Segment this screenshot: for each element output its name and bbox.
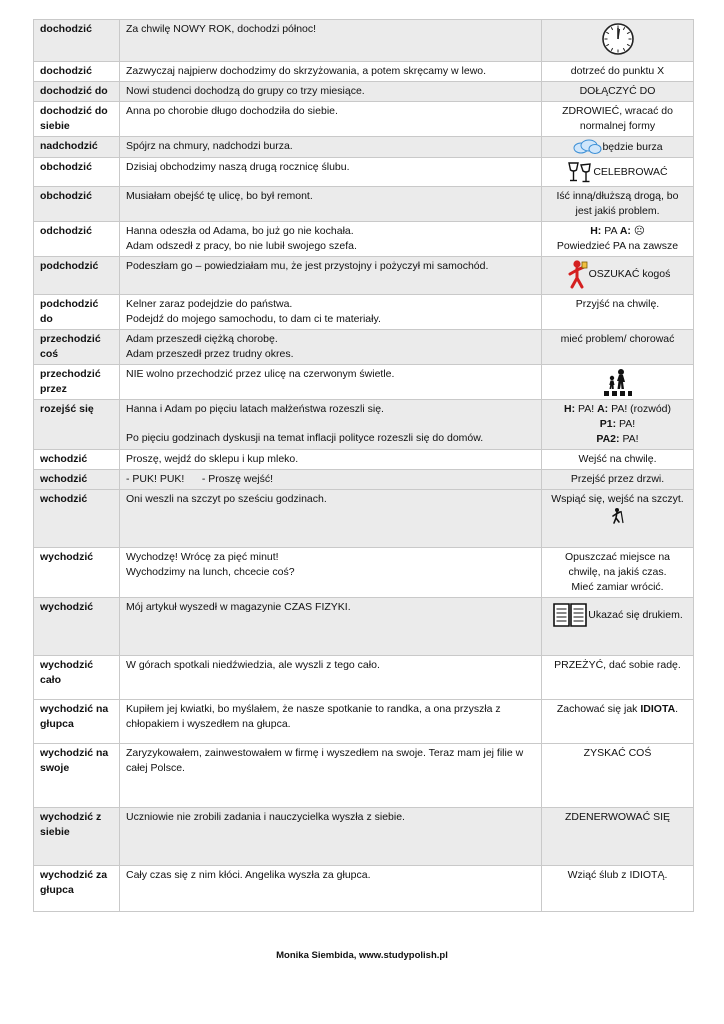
table-row: [34, 137, 694, 158]
example-cell: [120, 490, 542, 548]
speaker-label: PA2:: [596, 433, 620, 445]
verb-cell: wychodzić z siebie: [34, 808, 120, 866]
example-line: Zazwyczaj najpierw dochodzimy do skrzyżowania, a potem skręcamy w lewo.: [126, 65, 487, 77]
example-line: Musiałam obejść tę ulicę, bo był remont.: [126, 190, 313, 202]
speaker-label: H:: [563, 403, 576, 415]
page-footer: Monika Siembida, www.studypolish.pl: [276, 950, 448, 961]
dialog-text: PA: [604, 225, 617, 237]
meaning-cell: Wziąć ślub z IDIOTĄ.: [542, 866, 694, 912]
storm-cloud-icon: [572, 139, 602, 155]
meaning-text: będzie burza: [602, 140, 663, 153]
verb-cell: nadchodzić: [34, 137, 120, 158]
example-line: Kelner zaraz podejdzie do państwa.: [126, 298, 293, 310]
meaning-cell: ZYSKAĆ COŚ: [542, 744, 694, 808]
meaning-cell: [542, 365, 694, 400]
example-cell: [120, 470, 542, 490]
verb-cell: dochodzić do: [34, 82, 120, 102]
example-line: Po pięciu godzinach dyskusji na temat inflacji polityce rozeszli się do domów.: [126, 432, 484, 444]
example-cell: [120, 598, 542, 656]
dialog-text: PA!: [622, 433, 639, 445]
meaning-text: Zachować się jak: [556, 703, 638, 715]
table-row: [34, 744, 694, 808]
meaning-cell: [542, 222, 694, 257]
example-line: NIE wolno przechodzić przez ulicę na czerwonym świetle.: [126, 368, 395, 380]
table-row: [34, 700, 694, 744]
meaning-cell: mieć problem/ chorować: [542, 330, 694, 365]
meaning-text: CELEBROWAĆ: [593, 165, 668, 178]
example-cell: [120, 330, 542, 365]
table-row: [34, 102, 694, 137]
example-line: Kupiłem jej kwiatki, bo myślałem, że nasze spotkanie to randka, a ona przyszła z chłopakiem i wyszedłem na głupca.: [126, 703, 501, 730]
example-line: Podeszłam go – powiedziałam mu, że jest przystojny i pożyczył mi samochód.: [126, 260, 489, 272]
meaning-text: Powiedzieć PA na zawsze: [556, 240, 679, 252]
table-row: [34, 62, 694, 82]
example-line: Za chwilę NOWY ROK, dochodzi północ!: [126, 23, 317, 35]
meaning-cell: [542, 490, 694, 548]
example-cell: [120, 158, 542, 187]
table-row: [34, 20, 694, 62]
table-row: [34, 257, 694, 295]
example-cell: [120, 700, 542, 744]
meaning-text: OSZUKAĆ kogoś: [588, 267, 671, 280]
table-row: [34, 330, 694, 365]
verb-cell: obchodzić: [34, 187, 120, 222]
table-row: [34, 656, 694, 700]
meaning-cell: [542, 20, 694, 62]
example-line: - PUK! PUK! - Proszę wejść!: [126, 473, 274, 485]
meaning-emphasis: IDIOTA: [640, 703, 676, 715]
example-cell: [120, 365, 542, 400]
example-cell: [120, 187, 542, 222]
meaning-cell: [542, 400, 694, 450]
dialog-text: PA! (rozwód): [611, 403, 671, 415]
verb-cell: wychodzić na swoje: [34, 744, 120, 808]
example-line: Wychodzimy na lunch, chcecie coś?: [126, 566, 295, 578]
verb-cell: wychodzić cało: [34, 656, 120, 700]
example-cell: [120, 400, 542, 450]
dialog-text: PA!: [578, 403, 595, 415]
speaker-label: P1:: [599, 418, 617, 430]
meaning-cell: [542, 158, 694, 187]
thief-figure-icon: [565, 259, 589, 289]
verb-cell: dochodzić: [34, 62, 120, 82]
meaning-cell: [542, 137, 694, 158]
table-row: [34, 470, 694, 490]
example-line: Adam przeszedł ciężką chorobę.: [126, 333, 278, 345]
meaning-cell: ZDENERWOWAĆ SIĘ: [542, 808, 694, 866]
example-line: Dzisiaj obchodzimy naszą drugą rocznicę ślubu.: [126, 161, 350, 173]
example-line: Nowi studenci dochodzą do grupy co trzy miesiące.: [126, 85, 365, 97]
verb-cell: przechodzić coś: [34, 330, 120, 365]
example-line: Adam odszedł z pracy, bo nie lubił swojego szefa.: [126, 240, 357, 252]
example-cell: [120, 744, 542, 808]
example-line: Anna po chorobie długo dochodziła do siebie.: [126, 105, 338, 117]
example-line: Podejdź do mojego samochodu, to dam ci te materiały.: [126, 313, 381, 325]
meaning-cell: Wejść na chwilę.: [542, 450, 694, 470]
meaning-cell: Opuszczać miejsce na chwilę, na jakiś czas. Mieć zamiar wrócić.: [542, 548, 694, 598]
verb-cell: przechodzić przez: [34, 365, 120, 400]
example-line: Hanna i Adam po pięciu latach małżeństwa rozeszli się.: [126, 403, 384, 415]
table-row: [34, 866, 694, 912]
table-row: [34, 295, 694, 330]
verb-cell: wychodzić za głupca: [34, 866, 120, 912]
table-row: [34, 82, 694, 102]
table-row: [34, 808, 694, 866]
speaker-label: A:: [619, 225, 631, 237]
meaning-cell: Przejść przez drzwi.: [542, 470, 694, 490]
example-line: Cały czas się z nim kłóci. Angelika wyszła za głupca.: [126, 869, 371, 881]
example-cell: [120, 82, 542, 102]
meaning-cell: Przyjść na chwilę.: [542, 295, 694, 330]
open-book-icon: [552, 600, 588, 630]
example-cell: [120, 808, 542, 866]
example-line: Zaryzykowałem, zainwestowałem w firmę i wyszedłem na swoje. Teraz mam jej filie w całej Polsce.: [126, 747, 524, 774]
table-row: [34, 222, 694, 257]
meaning-cell: [542, 257, 694, 295]
example-line: W górach spotkali niedźwiedzia, ale wyszli z tego cało.: [126, 659, 380, 671]
example-cell: [120, 137, 542, 158]
example-line: Adam przeszedł przez trudny okres.: [126, 348, 294, 360]
table-row: [34, 548, 694, 598]
example-line: Spójrz na chmury, nadchodzi burza.: [126, 140, 293, 152]
climber-icon: [609, 507, 627, 525]
example-line: Oni weszli na szczyt po sześciu godzinach.: [126, 493, 327, 505]
clock-icon: [601, 22, 635, 56]
pedestrian-crossing-icon: [603, 367, 633, 397]
speaker-label: H:: [590, 225, 602, 237]
verb-cell: wchodzić: [34, 470, 120, 490]
verb-cell: dochodzić do siebie: [34, 102, 120, 137]
meaning-text: Ukazać się drukiem.: [588, 608, 683, 621]
example-line: Wychodzę! Wrócę za pięć minut!: [126, 551, 279, 563]
meaning-cell: Iść inną/dłuższą drogą, bo jest jakiś problem.: [542, 187, 694, 222]
verb-cell: wychodzić na głupca: [34, 700, 120, 744]
example-line: Mój artykuł wyszedł w magazynie CZAS FIZYKI.: [126, 601, 351, 613]
example-cell: [120, 295, 542, 330]
verb-cell: wychodzić: [34, 598, 120, 656]
meaning-cell: PRZEŻYĆ, dać sobie radę.: [542, 656, 694, 700]
example-cell: [120, 222, 542, 257]
example-cell: [120, 450, 542, 470]
example-cell: [120, 102, 542, 137]
meaning-cell: [542, 598, 694, 656]
meaning-text: Wspiąć się, wejść na szczyt.: [551, 493, 684, 505]
meaning-cell: [542, 700, 694, 744]
example-cell: [120, 548, 542, 598]
speaker-label: A:: [597, 403, 609, 415]
table-row: [34, 450, 694, 470]
vocabulary-table: [33, 19, 694, 912]
verb-cell: wychodzić: [34, 548, 120, 598]
table-row: [34, 490, 694, 548]
example-line: Uczniowie nie zrobili zadania i nauczycielka wyszła z siebie.: [126, 811, 405, 823]
table-row: [34, 158, 694, 187]
example-line: Proszę, wejdź do sklepu i kup mleko.: [126, 453, 299, 465]
table-row: [34, 187, 694, 222]
meaning-cell: ZDROWIEĆ, wracać do normalnej formy: [542, 102, 694, 137]
meaning-text: .: [675, 703, 679, 715]
example-cell: [120, 866, 542, 912]
verb-cell: dochodzić: [34, 20, 120, 62]
meaning-cell: DOŁĄCZYĆ DO: [542, 82, 694, 102]
example-cell: [120, 656, 542, 700]
verb-cell: wchodzić: [34, 490, 120, 548]
table-row: [34, 400, 694, 450]
dialog-text: PA!: [619, 418, 636, 430]
verb-cell: odchodzić: [34, 222, 120, 257]
table-row: [34, 598, 694, 656]
table-row: [34, 365, 694, 400]
verb-cell: podchodzić: [34, 257, 120, 295]
meaning-cell: dotrzeć do punktu X: [542, 62, 694, 82]
champagne-glasses-icon: [567, 160, 593, 184]
verb-cell: podchodzić do: [34, 295, 120, 330]
verb-cell: obchodzić: [34, 158, 120, 187]
example-cell: [120, 257, 542, 295]
example-line: Hanna odeszła od Adama, bo już go nie kochała.: [126, 225, 354, 237]
sad-face-icon: ☹: [633, 225, 645, 237]
example-cell: [120, 20, 542, 62]
verb-cell: wchodzić: [34, 450, 120, 470]
example-cell: [120, 62, 542, 82]
verb-cell: rozejść się: [34, 400, 120, 450]
